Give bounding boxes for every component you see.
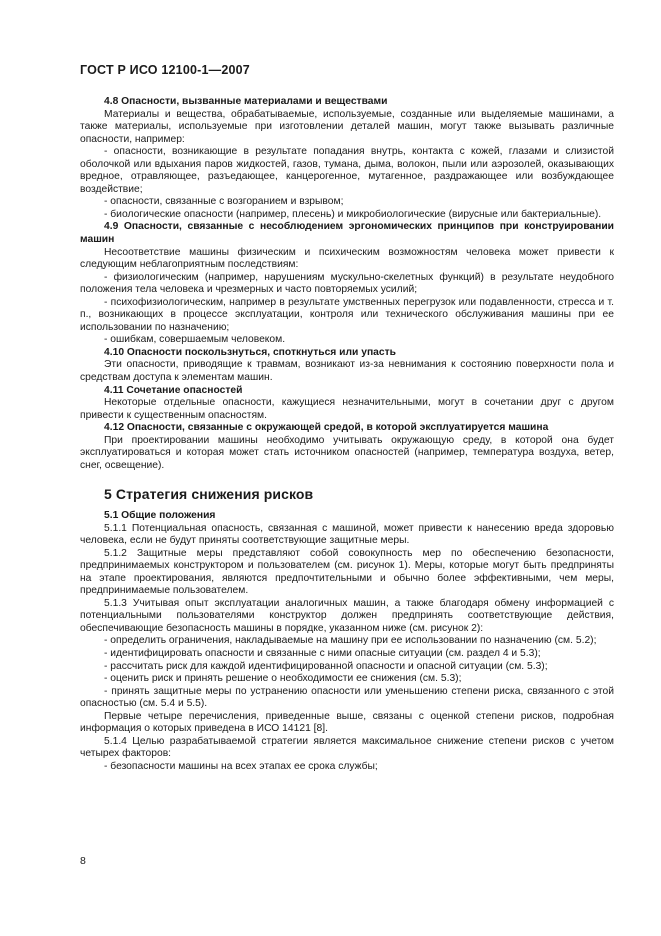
list-item: - биологические опасности (например, плесень) и микробиологические (вирусные или бактериальные). bbox=[104, 208, 602, 220]
paragraph: При проектировании машины необходимо учитывать окружающую среду, в которой она будет эксплуатироваться и которая может стать источником опасностей (например, температура воздуха, ветер, снег, освещение). bbox=[80, 434, 614, 471]
heading-4-10: 4.10 Опасности поскользнуться, споткнуться или упасть bbox=[104, 346, 397, 358]
list-item: - ошибкам, совершаемым человеком. bbox=[104, 334, 286, 346]
paragraph: Эти опасности, приводящие к травмам, возникают из-за невнимания к состоянию поверхности пола и средствам доступа к элементам машин. bbox=[80, 359, 614, 384]
paragraph: 5.1.2 Защитные меры представляют собой совокупность мер по обеспечению безопасности, предпринимаемых конструктором и пользователем (см. рисунок 1). Меры, которые могут быть предприняты на этапе проектирования, являются предпочтительными и обычно более эффективными, чем меры, предпринимаемые пользователем. bbox=[80, 547, 614, 597]
paragraph: 5.1.1 Потенциальная опасность, связанная с машиной, может привести к нанесению вреда здоровью человека, если не будут приняты соответствующие защитные меры. bbox=[80, 522, 614, 547]
paragraph: Первые четыре перечисления, приведенные выше, связаны с оценкой степени рисков, подробная информация о которых приведена в ИСО 14121 [8]. bbox=[80, 710, 614, 735]
list-item: - определить ограничения, накладываемые на машину при ее использовании по назначению (см. 5.2); bbox=[104, 635, 597, 647]
list-item: - принять защитные меры по устранению опасности или уменьшению степени риска, связанного с этой опасностью (см. 5.4 и 5.5). bbox=[80, 685, 614, 710]
paragraph: 5.1.3 Учитывая опыт эксплуатации аналогичных машин, а также благодаря обмену информацией с потенциальными пользователями конструктор должен предпринять соответствующие действия, обеспечивающие безопасность машины в порядке, указанном ниже (см. рисунок 2): bbox=[80, 597, 614, 634]
list-item: - рассчитать риск для каждой идентифицированной опасности и опасной ситуации (см. 5.3); bbox=[104, 660, 548, 672]
list-item: - идентифицировать опасности и связанные с ними опасные ситуации (см. раздел 4 и 5.3); bbox=[104, 647, 541, 659]
document-body bbox=[80, 96, 614, 773]
section-5-title: 5 Стратегия снижения рисков bbox=[104, 486, 314, 503]
page-number: 8 bbox=[80, 855, 86, 867]
paragraph: 5.1.4 Целью разрабатываемой стратегии является максимальное снижение степени рисков с учетом четырех факторов: bbox=[80, 735, 614, 760]
list-item: - оценить риск и принять решение о необходимости ее снижения (см. 5.3); bbox=[104, 673, 462, 685]
paragraph: Несоответствие машины физическим и психическим возможностям человека может привести к следующим неблагоприятным последствиям: bbox=[80, 246, 614, 271]
document-header: ГОСТ Р ИСО 12100-1—2007 bbox=[80, 63, 250, 77]
paragraph: Материалы и вещества, обрабатываемые, используемые, созданные или выделяемые машинами, а также материалы, используемые при изготовлении деталей машин, могут также вызывать различные опасности, например: bbox=[80, 108, 614, 145]
paragraph: Некоторые отдельные опасности, кажущиеся незначительными, могут в сочетании друг с другом привести к существенным опасностям. bbox=[80, 397, 614, 421]
list-item: - опасности, возникающие в результате попадания внутрь, контакта с кожей, глазами и слизистой оболочкой или вдыхания паров жидкостей, газов, тумана, дыма, волокон, пыли или аэрозолей, оказывающих вредное, отравляющее, разъедающее, канцерогенное, мутагенное, раздражающее или возбуждающее воздействие; bbox=[80, 146, 614, 195]
heading-4-8: 4.8 Опасности, вызванные материалами и веществами bbox=[104, 96, 388, 107]
list-item: - психофизиологическим, например в результате умственных перегрузок или подавленности, стресса и т. п., возникающих в процессе эксплуатации, контроля или технического обслуживания машины при ее использовании по назначению; bbox=[80, 296, 614, 333]
heading-4-9: 4.9 Опасности, связанные с несоблюдением эргономических принципов при конструировании машин bbox=[80, 221, 614, 246]
list-item: - опасности, связанные с возгоранием и взрывом; bbox=[104, 196, 344, 208]
list-item: - физиологическим (например, нарушениям мускульно-скелетных функций) в результате неудобного положения тела человека и чрезмерных и часто повторяемых усилий; bbox=[80, 271, 614, 296]
list-item: - безопасности машины на всех этапах ее срока службы; bbox=[104, 760, 378, 772]
heading-4-11: 4.11 Сочетание опасностей bbox=[104, 384, 243, 396]
heading-4-12: 4.12 Опасности, связанные с окружающей средой, в которой эксплуатируется машина bbox=[104, 422, 549, 434]
heading-5-1: 5.1 Общие положения bbox=[104, 509, 216, 521]
